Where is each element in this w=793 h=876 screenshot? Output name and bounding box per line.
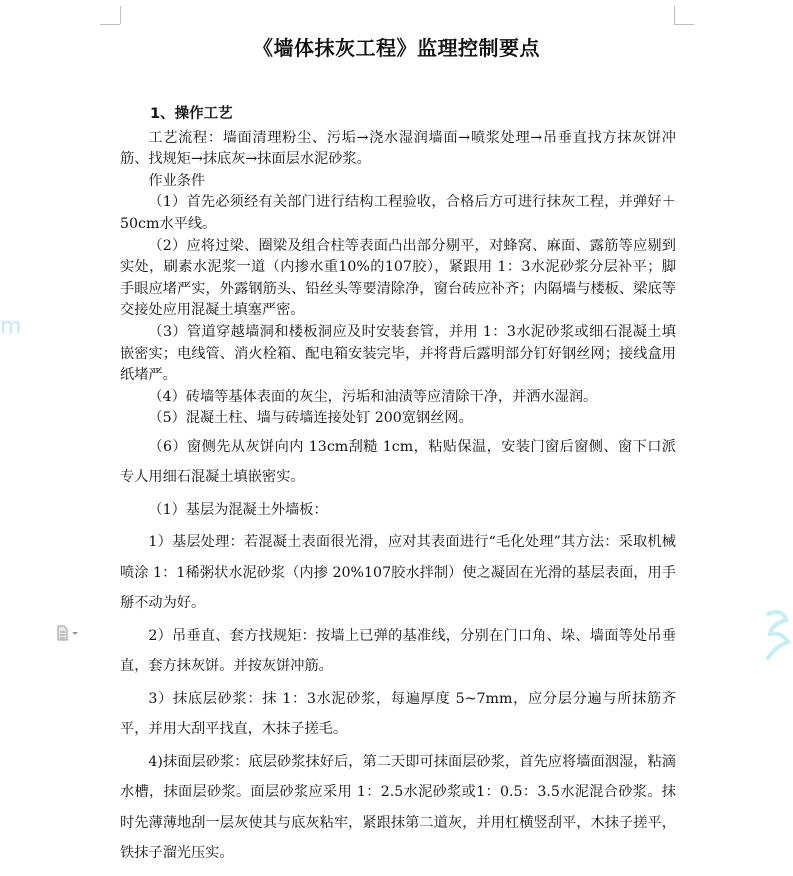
paragraph-step-3: 3）抹底层砂浆：抹 1：3水泥砂浆，每遍厚度 5~7mm，应分层分遍与所抹筋齐平，并用大刮平找直，木抹子搓毛。 bbox=[120, 690, 676, 738]
watermark-icon bbox=[762, 606, 792, 664]
conditions-label: 作业条件 bbox=[148, 172, 206, 189]
lower-section bbox=[120, 432, 676, 869]
paragraph-step-4: 4)抹面层砂浆：底层砂浆抹好后，第二天即可抹面层砂浆，首先应将墙面洇湿，粘滴水槽，抹面层砂浆。面层砂浆应采用 1：2.5水泥砂浆或1：0.5：3.5水泥混合砂浆。抹时先薄薄地刮一层灰使其与底灰粘牢，紧跟抹第二道灰，并用杠横竖刮平，木抹子搓平，铁抹子溜光压实。 bbox=[120, 753, 676, 862]
page-title: 《墙体抹灰工程》监理控制要点 bbox=[253, 36, 540, 60]
crop-mark-top-right bbox=[674, 6, 675, 24]
condition-item-5: （5）混凝土柱、墙与砖墙连接处钉 200宽钢丝网。 bbox=[148, 410, 473, 427]
condition-item-4: （4）砖墙等基体表面的灰尘，污垢和油渍等应清除干净，并洒水湿润。 bbox=[148, 388, 598, 405]
crop-mark-top-left bbox=[120, 6, 121, 24]
condition-item-2: （2）应将过梁、圈梁及组合柱等表面凸出部分剔平，对蜂窝、麻面、露筋等应剔到实处，刷素水泥浆一道（内掺水重10%的107胶），紧跟用 1：3水泥砂浆分层补平；脚手眼应堵严实，外露钢筋头、铅丝头等要清除净，窗台砖应补齐；内隔墙与楼板、梁底等交接处应用混凝土填塞严密。 bbox=[120, 237, 676, 319]
condition-item-1: （1）首先必须经有关部门进行结构工程验收，合格后方可进行抹灰工程，并弹好＋50cm水平线。 bbox=[120, 194, 676, 232]
crop-mark-top-left-h bbox=[100, 24, 120, 25]
document-body bbox=[120, 104, 676, 869]
left-watermark: m bbox=[0, 314, 22, 339]
crop-mark-top-right-h bbox=[674, 24, 694, 25]
process-paragraph: 工艺流程：墙面清理粉尘、污垢→浇水湿润墙面→喷浆处理→吊垂直找方抹灰饼冲筋、找规矩→抹底灰→抹面层水泥砂浆。 bbox=[120, 129, 676, 168]
paragraph-step-2: 2）吊垂直、套方找规矩：按墙上已弹的基准线，分别在门口角、垛、墙面等处吊垂直，套方抹灰饼。并按灰饼冲筋。 bbox=[120, 627, 676, 675]
section-heading: 1、操作工艺 bbox=[150, 106, 233, 122]
paragraph-base-type: （1）基层为混凝土外墙板： bbox=[148, 501, 328, 518]
condition-item-3: （3）管道穿越墙洞和楼板洞应及时安装套管，并用 1：3水泥砂浆或细石混凝土填嵌密实；电线管、消火栓箱、配电箱安装完毕，并将背后露明部分钉好钢丝网；接线盒用纸堵严。 bbox=[120, 323, 676, 384]
document-icon[interactable] bbox=[56, 625, 80, 641]
paragraph-step-1: 1）基层处理：若混凝土表面很光滑，应对其表面进行“毛化处理”其方法：采取机械喷涂 1：1稀粥状水泥砂浆（内掺 20%107胶水拌制）使之凝固在光滑的基层表面，用手掰不动为好。 bbox=[120, 534, 676, 612]
paragraph-window: （6）窗侧先从灰饼向内 13cm刮糙 1cm，粘贴保温，安装门窗后窗侧、窗下口派专人用细石混凝土填嵌密实。 bbox=[120, 438, 676, 486]
